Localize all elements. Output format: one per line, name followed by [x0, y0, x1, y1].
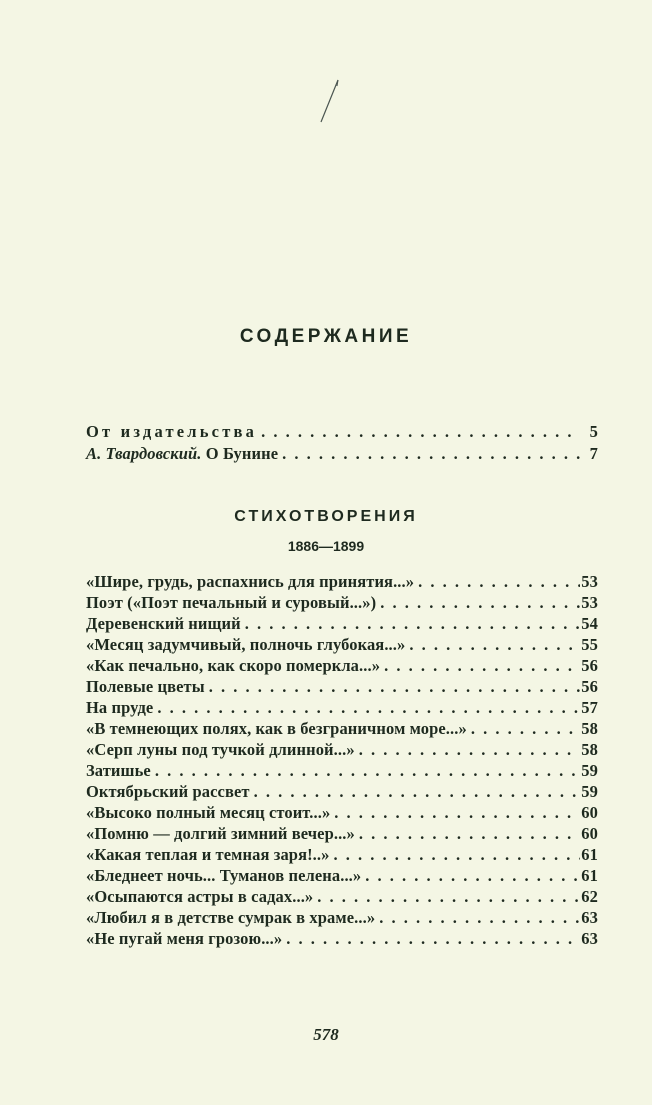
- toc-leader: [405, 635, 580, 655]
- toc-page-number: 61: [581, 845, 598, 864]
- toc-entry: [86, 866, 598, 886]
- toc-page-number: 53: [581, 572, 598, 591]
- toc-entry-title: «В темнеющих полях, как в безграничном море...»: [86, 719, 467, 738]
- toc-page-number: 57: [581, 698, 598, 717]
- section-title: СТИХОТВОРЕНИЯ: [234, 508, 418, 525]
- toc-leader: [282, 929, 580, 949]
- toc-entry: [86, 572, 598, 592]
- toc-page-number: 56: [581, 656, 598, 675]
- toc-page-number: 58: [581, 719, 598, 738]
- toc-entry-title-wrap: [86, 444, 278, 464]
- toc-page-number: 62: [581, 887, 598, 906]
- toc-entry-title: «Шире, грудь, распахнись для принятия...»: [86, 572, 415, 591]
- toc-entry-title: «Помню — долгий зимний вечер...»: [86, 824, 355, 843]
- toc-leader: [330, 803, 580, 823]
- toc-page-number: 58: [581, 740, 598, 759]
- toc-entry: [86, 677, 598, 697]
- toc-page-number: 60: [581, 803, 598, 822]
- toc-leader: [375, 908, 580, 928]
- toc-leader: [414, 572, 580, 592]
- toc-page-number: 59: [581, 761, 598, 780]
- toc-entry-title: «Высоко полный месяц стоит...»: [86, 803, 331, 822]
- toc-leader: [153, 698, 580, 718]
- toc-leader: [151, 761, 580, 781]
- toc-entry: [86, 614, 598, 634]
- toc-leader: [467, 719, 580, 739]
- toc-entry-title: «Какая теплая и темная заря!..»: [86, 845, 330, 864]
- toc-entry: [86, 782, 598, 802]
- toc-entry-title: «Осыпаются астры в садах...»: [86, 887, 314, 906]
- section-years: 1886—1899: [287, 538, 365, 554]
- toc-page-number: 7: [589, 444, 598, 463]
- contents-heading: СОДЕРЖАНИЕ: [239, 326, 413, 347]
- toc-entry-title: От издательства: [86, 422, 258, 441]
- toc-leader: [257, 422, 580, 442]
- toc-entry: [86, 444, 598, 464]
- toc-leader: [355, 740, 580, 760]
- toc-leader: [361, 866, 580, 886]
- toc-entry-author: А. Твардовский.: [86, 444, 202, 463]
- toc-page-number: 54: [581, 614, 598, 633]
- toc-leader: [330, 845, 581, 865]
- toc-page-number: 56: [581, 677, 598, 696]
- toc-entry: [86, 593, 598, 613]
- toc-entry-title: «Месяц задумчивый, полночь глубокая...»: [86, 635, 406, 654]
- toc-entry-title: На пруде: [86, 698, 154, 717]
- toc-page-number: 61: [581, 866, 598, 885]
- page-number: 578: [313, 1025, 339, 1044]
- toc-leader: [313, 887, 580, 907]
- toc-entry-title: «Бледнеет ночь... Туманов пелена...»: [86, 866, 362, 885]
- toc-entry: [86, 803, 598, 823]
- toc-page-number: 63: [581, 908, 598, 927]
- toc-leader: [355, 824, 580, 844]
- toc-entry-title: «Не пугай меня грозою...»: [86, 929, 283, 948]
- toc-entry-title: О Бунине: [205, 444, 279, 463]
- toc-entry: [86, 656, 598, 676]
- toc-entry: [86, 761, 598, 781]
- toc-page-number: 59: [581, 782, 598, 801]
- toc-page-number: 55: [581, 635, 598, 654]
- toc-leader: [250, 782, 580, 802]
- toc-entry: [86, 908, 598, 928]
- toc-leader: [380, 656, 580, 676]
- toc-entry-title: «Как печально, как скоро померкла...»: [86, 656, 381, 675]
- toc-entry-title: «Любил я в детстве сумрак в храме...»: [86, 908, 376, 927]
- toc-leader: [278, 444, 580, 464]
- toc-page-number: 63: [581, 929, 598, 948]
- toc-entry: [86, 635, 598, 655]
- toc-page-number: 60: [581, 824, 598, 843]
- toc-page-number: 53: [581, 593, 598, 612]
- toc-entry: [86, 845, 598, 865]
- toc-entry-title: Поэт («Поэт печальный и суровый...»): [86, 593, 377, 612]
- toc-leader: [241, 614, 580, 634]
- toc-entry-title: Полевые цветы: [86, 677, 205, 696]
- toc-entry: [86, 929, 598, 949]
- toc-entry: [86, 698, 598, 718]
- toc-leader: [376, 593, 580, 613]
- toc-leader: [205, 677, 580, 697]
- toc-entry: [86, 719, 598, 739]
- toc-entry-title: Деревенский нищий: [86, 614, 241, 633]
- toc-entry-title: Октябрьский рассвет: [86, 782, 250, 801]
- toc-entry: [86, 740, 598, 760]
- toc-entry: [86, 887, 598, 907]
- toc-entry: [86, 824, 598, 844]
- toc-page-number: 5: [589, 422, 598, 441]
- pencil-mark: [318, 78, 340, 124]
- toc-entry-title: Затишье: [86, 761, 151, 780]
- toc-entry-title: «Серп луны под тучкой длинной...»: [86, 740, 355, 759]
- toc-entry: [86, 422, 598, 442]
